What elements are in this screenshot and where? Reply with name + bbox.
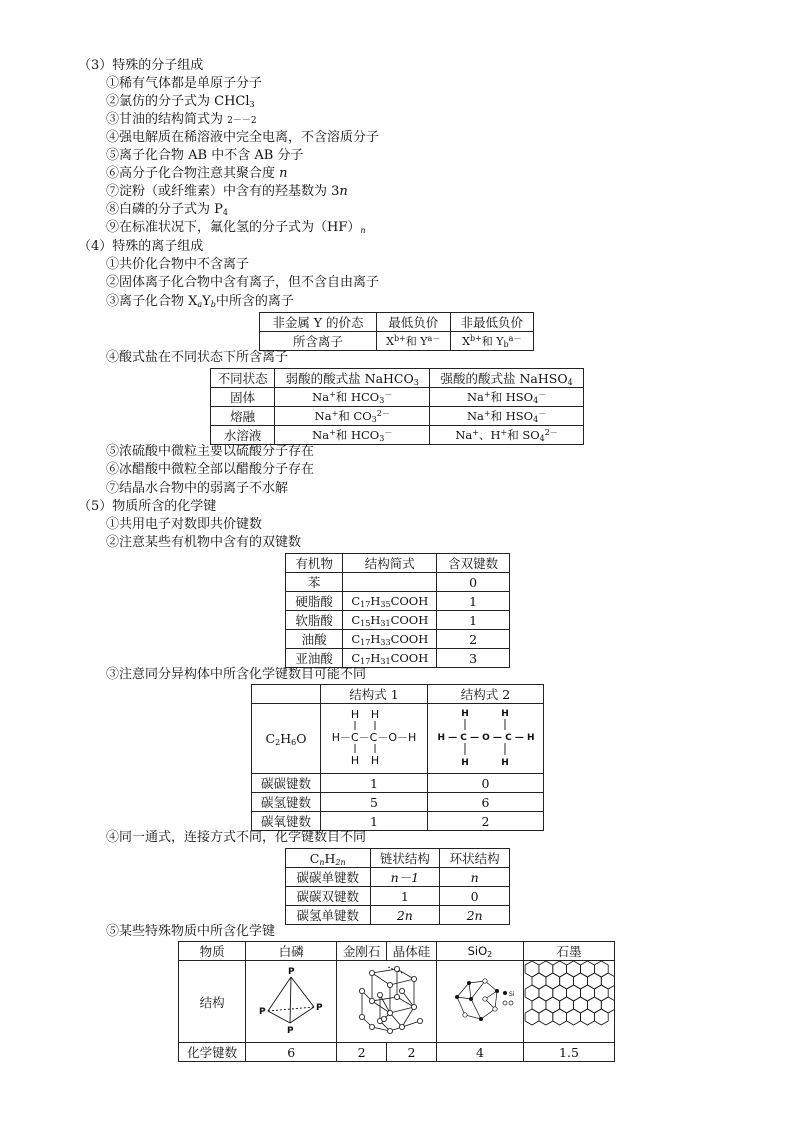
hso: HSO [505, 409, 534, 423]
t3-row [286, 573, 510, 592]
na: Na [312, 390, 330, 404]
t1-row-label: 所含离子 [260, 332, 377, 351]
t1-y2-charge: a－ [508, 334, 522, 343]
o-atom [483, 997, 487, 1001]
o-legend [509, 1001, 513, 1005]
t4-co-1: 1 [321, 812, 428, 831]
s3-item1: ①稀有气体都是单原子分子 [106, 76, 263, 91]
minus2: 2－ [376, 409, 390, 418]
bond-back [268, 1007, 314, 1011]
t3-formula [343, 630, 437, 649]
s3-item2-sub: 3 [249, 100, 255, 109]
dimethyl-ether-structure-drawing [429, 704, 543, 770]
t5-row-double: 碳碳双键数 [286, 887, 371, 906]
sio-sub: 2 [487, 950, 493, 959]
c-sub: 2 [275, 738, 281, 747]
o-atom [493, 1007, 497, 1011]
lattice-bonds [362, 991, 420, 1027]
minus2: 2－ [544, 428, 558, 437]
h: H [280, 731, 292, 746]
p-atom: P [287, 1026, 294, 1036]
t2-row-aqueous: 水溶液 [211, 426, 275, 445]
t2-solid-strong [430, 388, 584, 407]
si-atom [467, 981, 471, 985]
s4-item3 [106, 293, 294, 311]
minus: － [384, 390, 393, 399]
atom [394, 994, 399, 999]
t5-ch-chain: 2n [370, 906, 440, 925]
cooh: COOH [390, 632, 429, 646]
graphite-hexagon-drawing [524, 961, 614, 1039]
t1-x2-charge: b+ [469, 334, 482, 343]
s3-item3 [106, 111, 257, 129]
s4-item2: ②固体离子化合物中含有离子，但不含自由离子 [106, 275, 380, 290]
s3-item6-text: ⑥高分子化合物注意其聚合度 [106, 166, 280, 181]
s3-item7 [106, 183, 348, 201]
section5-heading: （5）物质所含的化学键 [78, 499, 217, 514]
t4-ch-2: 6 [428, 793, 544, 812]
section4-heading: （4）特殊的离子组成 [78, 239, 204, 254]
h: H [370, 594, 381, 608]
t6-diamond-bonds: 2 [337, 1043, 387, 1062]
and: 和 [335, 390, 351, 404]
plus: + [483, 390, 491, 399]
t2-molten-strong [430, 407, 584, 426]
p-atom: P [288, 967, 295, 977]
hexagon [567, 1009, 581, 1025]
t2-row-solid: 固体 [211, 388, 275, 407]
t5-single-ring: n [440, 868, 510, 887]
t1-cell-lowest [376, 332, 450, 351]
s3-item9-sub: n [360, 226, 366, 235]
s5-item4: ④同一通式，连接方式不同，化学键数目不同 [106, 830, 367, 845]
ethanol-structure-drawing [325, 704, 423, 770]
s4-item3-tail: 中所含的离子 [215, 294, 294, 309]
t3-row [286, 592, 510, 611]
t1-header-3: 非最低负价 [450, 313, 533, 332]
s5-item5: ⑤某些特殊物质中所含化学键 [106, 924, 276, 939]
si-atom [495, 989, 499, 993]
t1-y-charge: a－ [427, 334, 441, 343]
hexagon [601, 997, 614, 1013]
t2-h2-sub: 3 [413, 378, 419, 387]
si-atom [455, 995, 459, 999]
t1-x2: X [462, 335, 470, 348]
c-sub: 17 [360, 657, 371, 666]
s3-item7-n: n [339, 184, 348, 199]
t4-formula [252, 704, 321, 774]
atom [411, 976, 416, 981]
s5-item1: ①共用电子对数即共价键数 [106, 517, 263, 532]
plus: + [472, 428, 479, 437]
t3-count: 0 [437, 573, 510, 592]
o: O [296, 731, 307, 746]
c: C [351, 651, 361, 665]
dimethyl-ether-structure [428, 704, 544, 774]
h: 、H [478, 428, 501, 442]
t5-row-single: 碳碳单键数 [286, 868, 371, 887]
hexagon [539, 1009, 553, 1025]
t6-header-diamond: 金刚石 [337, 942, 387, 961]
ethanol-main-chain: H－C－C－O－H [331, 731, 417, 744]
t2-aqueous-weak [275, 426, 430, 445]
hso: HSO [505, 390, 534, 404]
t5-row-ch: 碳氢单键数 [286, 906, 371, 925]
t3-formula [343, 592, 437, 611]
network-bonds [457, 981, 497, 1019]
atom [359, 988, 364, 993]
plus2: + [500, 428, 508, 437]
s4-item3-sub-a: a [197, 300, 203, 309]
t1-header-1: 非金属 Y 的价态 [260, 313, 377, 332]
p-atom: P [259, 1007, 266, 1017]
t1-and-y: 和 Y [405, 335, 428, 348]
atom [381, 1016, 386, 1021]
so: 和 SO [507, 428, 540, 442]
t6-header-graphite: 石墨 [524, 942, 615, 961]
t6-white-phosphorus-bonds: 6 [246, 1043, 337, 1062]
plus: + [331, 409, 339, 418]
t4-header-1: 结构式 1 [321, 685, 428, 704]
and: 和 [338, 409, 354, 423]
t3-formula [343, 611, 437, 630]
t6-header-substance: 物质 [179, 942, 246, 961]
t3-header-2: 结构简式 [343, 554, 437, 573]
s3-item8-sub: 4 [222, 208, 228, 217]
si-atom [479, 1017, 483, 1021]
t5-double-chain: 1 [370, 887, 440, 906]
c: C [351, 613, 361, 627]
t1-cell-nonlowest [450, 332, 533, 351]
ether-main-chain: H — C — O — C — H [437, 733, 534, 743]
bond [268, 977, 291, 1011]
lattice-bonds [372, 969, 414, 1013]
cooh: COOH [390, 651, 429, 665]
t4-cc-1: 1 [321, 774, 428, 793]
c-sub: n [319, 857, 325, 867]
t4-row-co: 碳氧键数 [252, 812, 321, 831]
plus: + [329, 390, 336, 399]
h-atom: H [460, 758, 469, 768]
o-atom [463, 1013, 467, 1017]
t1-header-2: 最低负价 [376, 313, 450, 332]
t4-row-cc: 碳碳键数 [252, 774, 321, 793]
t3-name: 苯 [286, 573, 343, 592]
double-bond-table [285, 553, 510, 668]
t3-count: 1 [437, 592, 510, 611]
and: 和 [490, 390, 506, 404]
t6-header-sio2 [436, 942, 523, 961]
s4-item3-sub-b: b [210, 300, 216, 309]
c-sub: 17 [360, 638, 371, 647]
ion-valence-table [259, 312, 534, 351]
t4-ch-1: 5 [321, 793, 428, 812]
t1-x-charge: b+ [393, 334, 406, 343]
si-legend [503, 991, 507, 995]
t6-header-silicon: 晶体硅 [387, 942, 437, 961]
graphite-structure [524, 961, 615, 1043]
h-sub: 33 [380, 638, 391, 647]
atom [387, 982, 392, 987]
h: H [370, 613, 381, 627]
minus: － [538, 409, 547, 418]
t3-count: 1 [437, 611, 510, 630]
atom [369, 970, 374, 975]
na: Na [466, 409, 484, 423]
t3-header-1: 有机物 [286, 554, 343, 573]
atom [377, 992, 382, 997]
p-atom: P [316, 1003, 323, 1013]
atom [369, 1024, 374, 1029]
s3-item6-n: n [279, 166, 288, 181]
sub4: 4 [533, 396, 539, 405]
t3-name: 软脂酸 [286, 611, 343, 630]
c: C [265, 731, 276, 746]
s3-item8 [106, 201, 228, 219]
c: C [309, 850, 320, 866]
sub4: 4 [539, 434, 545, 443]
t6-sio2-bonds: 4 [436, 1043, 523, 1062]
sio: SiO [467, 944, 488, 958]
na: Na [455, 428, 473, 442]
t5-single-chain: n－1 [370, 868, 440, 887]
t4-header-2: 结构式 2 [428, 685, 544, 704]
t2-header-3 [430, 369, 584, 388]
t2-molten-weak [275, 407, 430, 426]
t3-row [286, 649, 510, 668]
t2-solid-weak [275, 388, 430, 407]
s3-item9 [106, 219, 366, 237]
s3-item6 [106, 165, 288, 183]
atom [399, 1024, 404, 1029]
isomer-table [251, 684, 544, 831]
t3-name: 油酸 [286, 630, 343, 649]
cnh2n-table [285, 848, 510, 925]
h-sub: 31 [380, 657, 391, 666]
h-sub: 6 [291, 738, 297, 747]
t4-corner [252, 685, 321, 704]
t3-formula [343, 649, 437, 668]
s5-item2: ②注意某些有机物中含有的双键数 [106, 535, 302, 550]
c: C [351, 632, 361, 646]
t5-header-0 [286, 849, 371, 868]
s3-item2-text: ②氯仿的分子式为 CHCl [106, 94, 250, 109]
h: H [370, 632, 381, 646]
t2-header-1: 不同状态 [211, 369, 275, 388]
h-atom: H [350, 708, 360, 721]
s4-item7: ⑦结晶水合物中的弱离子不水解 [106, 481, 289, 496]
bond [291, 977, 314, 1007]
t3-count: 3 [437, 649, 510, 668]
hexagon [525, 1009, 539, 1025]
t5-double-ring: 0 [440, 887, 510, 906]
si-atom [469, 997, 473, 1001]
p4-tetrahedron-drawing [248, 961, 334, 1039]
t3-row [286, 630, 510, 649]
t6-header-white-phosphorus: 白磷 [246, 942, 337, 961]
special-substance-table [178, 941, 615, 1062]
minus: － [384, 428, 393, 437]
t4-cc-2: 0 [428, 774, 544, 793]
t5-header-1: 链状结构 [370, 849, 440, 868]
c-sub: 15 [360, 619, 371, 628]
hco: HCO [350, 390, 380, 404]
s4-item4: ④酸式盐在不同状态下所含离子 [106, 350, 289, 365]
t2-h2-text: 弱酸的酸式盐 NaHCO [285, 371, 414, 386]
plus: + [329, 428, 336, 437]
sub3: 3 [379, 396, 385, 405]
sub3: 3 [379, 434, 385, 443]
s4-item6: ⑥冰醋酸中微粒全部以醋酸分子存在 [106, 462, 315, 477]
atom [359, 1014, 364, 1019]
h-atom: H [370, 754, 380, 767]
section3-heading: （3）特殊的分子组成 [78, 58, 204, 73]
s3-item8-text: ⑧白磷的分子式为 P [106, 202, 223, 217]
s5-item3: ③注意同分异构体中所含化学键数目可能不同 [106, 667, 367, 682]
acid-salt-table [210, 368, 584, 445]
o-legend [503, 1001, 507, 1005]
atom [411, 1004, 416, 1009]
t1-and-y2: 和 Y [481, 335, 504, 348]
t4-row-ch: 碳氢键数 [252, 793, 321, 812]
c-sub: 17 [360, 600, 371, 609]
hexagon [553, 1009, 567, 1025]
bond [290, 977, 291, 1023]
hco: HCO [350, 428, 380, 442]
sio2-structure [436, 961, 523, 1043]
o-atom [483, 979, 487, 983]
h: H [370, 651, 381, 665]
hexagon [581, 1009, 595, 1025]
h-sub: 2n [335, 857, 346, 867]
hexagon [594, 1009, 608, 1025]
bond [290, 1007, 314, 1023]
t2-h3-text: 强酸的酸式盐 NaHSO [440, 371, 568, 386]
s4-item1: ①共价化合物中不含离子 [106, 257, 250, 272]
atom [387, 1010, 392, 1015]
atom [387, 1028, 392, 1033]
minus: － [538, 390, 547, 399]
h-atom: H [460, 709, 469, 719]
s4-item3-y: Y [202, 294, 211, 309]
t2-header-2 [275, 369, 430, 388]
hexagon [601, 973, 614, 989]
co: CO [353, 409, 372, 423]
ethanol-structure [321, 704, 428, 774]
t3-formula [343, 573, 437, 592]
na: Na [466, 390, 484, 404]
h: H [324, 850, 336, 866]
h-atom: H [370, 708, 380, 721]
t3-row [286, 611, 510, 630]
na: Na [312, 428, 330, 442]
t6-graphite-bonds: 1.5 [524, 1043, 615, 1062]
t5-header-2: 环状结构 [440, 849, 510, 868]
t6-row-structure: 结构 [179, 961, 246, 1043]
cooh: COOH [390, 594, 429, 608]
h-atom: H [350, 754, 360, 767]
s3-item3-text: ③甘油的结构简式为 [106, 112, 228, 127]
t2-aqueous-strong [430, 426, 584, 445]
sub3: 3 [371, 415, 377, 424]
s4-item5: ⑤浓硫酸中微粒主要以硫酸分子存在 [106, 444, 315, 459]
s3-item2 [106, 93, 255, 111]
t3-count: 2 [437, 630, 510, 649]
s3-item4: ④强电解质在稀溶液中完全电离，不含溶质分子 [106, 130, 380, 145]
cooh: COOH [390, 613, 429, 627]
diamond-lattice-drawing [342, 961, 432, 1039]
t3-header-3: 含双键数 [437, 554, 510, 573]
atom [369, 998, 374, 1003]
s3-item5: ⑤离子化合物 AB 中不含 AB 分子 [106, 148, 304, 163]
h-atom: H [500, 758, 509, 768]
h-sub: 31 [380, 619, 391, 628]
t3-name: 硬脂酸 [286, 592, 343, 611]
t4-co-2: 2 [428, 812, 544, 831]
diamond-structure [337, 961, 437, 1043]
t2-row-molten: 熔融 [211, 407, 275, 426]
s3-item3-formula: 2－－2 [227, 116, 257, 126]
atom [394, 966, 399, 971]
t5-ch-ring: 2n [440, 906, 510, 925]
atom [399, 988, 404, 993]
t2-h3-sub: 4 [567, 378, 573, 387]
na: Na [314, 409, 332, 423]
c: C [351, 594, 361, 608]
t1-x: X [386, 335, 394, 348]
t3-name: 亚油酸 [286, 649, 343, 668]
s4-item3-text: ③离子化合物 X [106, 294, 198, 309]
white-phosphorus-structure [246, 961, 337, 1043]
sio2-network-drawing [439, 961, 521, 1039]
and: 和 [335, 428, 351, 442]
t6-row-bond-count: 化学键数 [179, 1043, 246, 1062]
and: 和 [490, 409, 506, 423]
si-label: Si [508, 991, 515, 998]
sub4: 4 [533, 415, 539, 424]
plus: + [483, 409, 491, 418]
bond [268, 1011, 290, 1023]
h-sub: 35 [380, 600, 391, 609]
s3-item9-text: ⑨在标准状况下，氟化氢的分子式为（HF） [106, 220, 361, 235]
s3-item7-text: ⑦淀粉（或纤维素）中含有的羟基数为 3 [106, 184, 340, 199]
t6-silicon-bonds: 2 [387, 1043, 437, 1062]
h-atom: H [500, 709, 509, 719]
t1-y2-sub: b [503, 340, 509, 349]
atom [417, 1018, 422, 1023]
